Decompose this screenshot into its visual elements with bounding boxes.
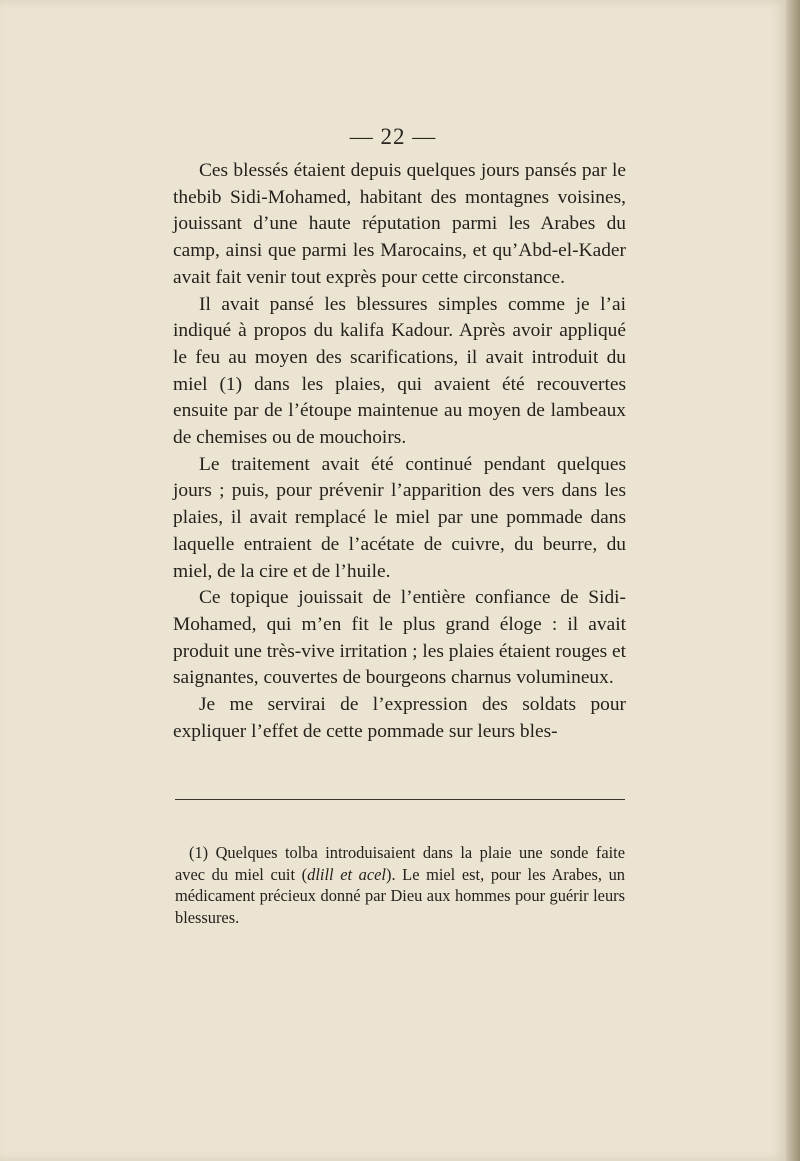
paragraph-1: Ces blessés étaient depuis quelques jours pansés par le thebib Sidi-Mohamed, habitant des montagnes voisines, jouissant d’une haute réputation parmi les Arabes du camp, ainsi que parmi les Marocains, et qu’Abd-el-Kader avait fait venir tout exprès pour cette circonstance. <box>173 160 626 288</box>
page-number: — 22 — <box>349 124 437 149</box>
page-edge <box>786 0 800 1161</box>
paragraph-3: Le traitement avait été continué pendant quelques jours ; puis, pour prévenir l’apparition des vers dans les plaies, il avait remplacé le miel par une pommade dans laquelle entraient de l’acétate de cuivre, du beurre, du miel, de la cire et de l’huile. <box>173 453 626 582</box>
paragraph-4: Ce topique jouissait de l’entière confiance de Sidi-Mohamed, qui m’en fit le plus grand éloge : il avait produit une très-vive irritation ; les plaies étaient rouges et saignantes, couvertes de bourgeons charnus volumineux. <box>173 587 626 689</box>
footnote-text <box>175 842 625 928</box>
footnote <box>175 842 625 928</box>
footnote-text-start: (1) Quelques tolba introduisaient dans la plaie une sonde faite avec du miel cuit ( <box>175 843 625 884</box>
paragraph-2: Il avait pansé les blessures simples comme je l’ai indiqué à propos du kalifa Kadour. Après avoir appliqué le feu au moyen des scarifications, il avait introduit du miel (1) dans les plaies, qui avaient été recouvertes ensuite par de l’étoupe maintenue au moyen de lambeaux de chemises ou de mouchoirs. <box>173 293 626 449</box>
footnote-divider <box>175 799 625 800</box>
footnote-italic-term: dlill et acel <box>307 864 386 884</box>
body-text <box>173 158 626 745</box>
paragraph-5: Je me servirai de l’expression des soldats pour expliquer l’effet de cette pommade sur leurs bles- <box>173 694 626 742</box>
footnote-text-end: ). Le miel est, pour les Arabes, un médicament précieux donné par Dieu aux hommes pour guérir leurs blessures. <box>175 864 626 927</box>
